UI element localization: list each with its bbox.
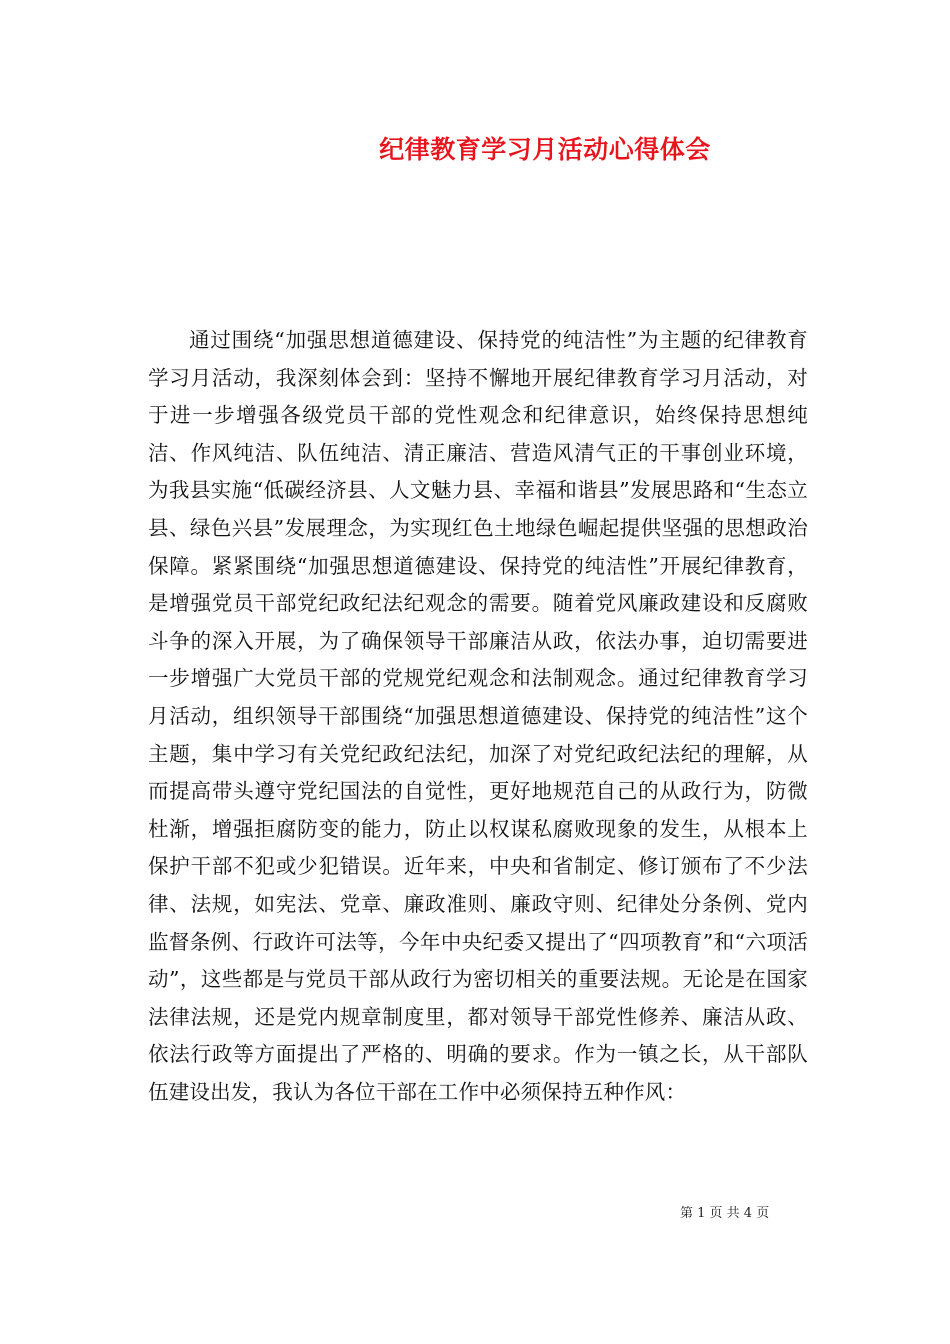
document-title: 纪律教育学习月活动心得体会 [379,135,711,164]
page-number-footer: 第 1 页 共 4 页 [680,1206,770,1221]
body-paragraph: 通过围绕“加强思想道德建设、保持党的纯洁性”为主题的纪律教育学习月活动，我深刻体会到：坚持不懈地开展纪律教育学习月活动，对于进一步增强各级党员干部的党性观念和纪律意识，始终保持思想纯洁、作风纯洁、队伍纯洁、清正廉洁、营造风清气正的干事创业环境，为我县实施“低碳经济县、人文魅力县、幸福和谐县”发展思路和“生态立县、绿色兴县”发展理念，为实现红色土地绿色崛起提供坚强的思想政治保障。紧紧围绕“加强思想道德建设、保持党的纯洁性”开展纪律教育，是增强党员干部党纪政纪法纪观念的需要。随着党风廉政建设和反腐败斗争的深入开展，为了确保领导干部廉洁从政，依法办事，迫切需要进一步增强广大党员干部的党规党纪观念和法制观念。通过纪律教育学习月活动，组织领导干部围绕“加强思想道德建设、保持党的纯洁性”这个主题，集中学习有关党纪政纪法纪，加深了对党纪政纪法纪的理解，从而提高带头遵守党纪国法的自觉性，更好地规范自己的从政行为，防微杜渐，增强拒腐防变的能力，防止以权谋私腐败现象的发生，从根本上保护干部不犯或少犯错误。近年来，中央和省制定、修订颁布了不少法律、法规，如宪法、党章、廉政准则、廉政守则、纪律处分条例、党内监督条例、行政许可法等，今年中央纪委又提出了“四项教育”和“六项活动”，这些都是与党员干部从政行为密切相关的重要法规。无论是在国家法律法规，还是党内规章制度里，都对领导干部党性修养、廉洁从政、依法行政等方面提出了严格的、明确的要求。作为一镇之长，从干部队伍建设出发，我认为各位干部在工作中必须保持五种作风： [148,328,808,1104]
